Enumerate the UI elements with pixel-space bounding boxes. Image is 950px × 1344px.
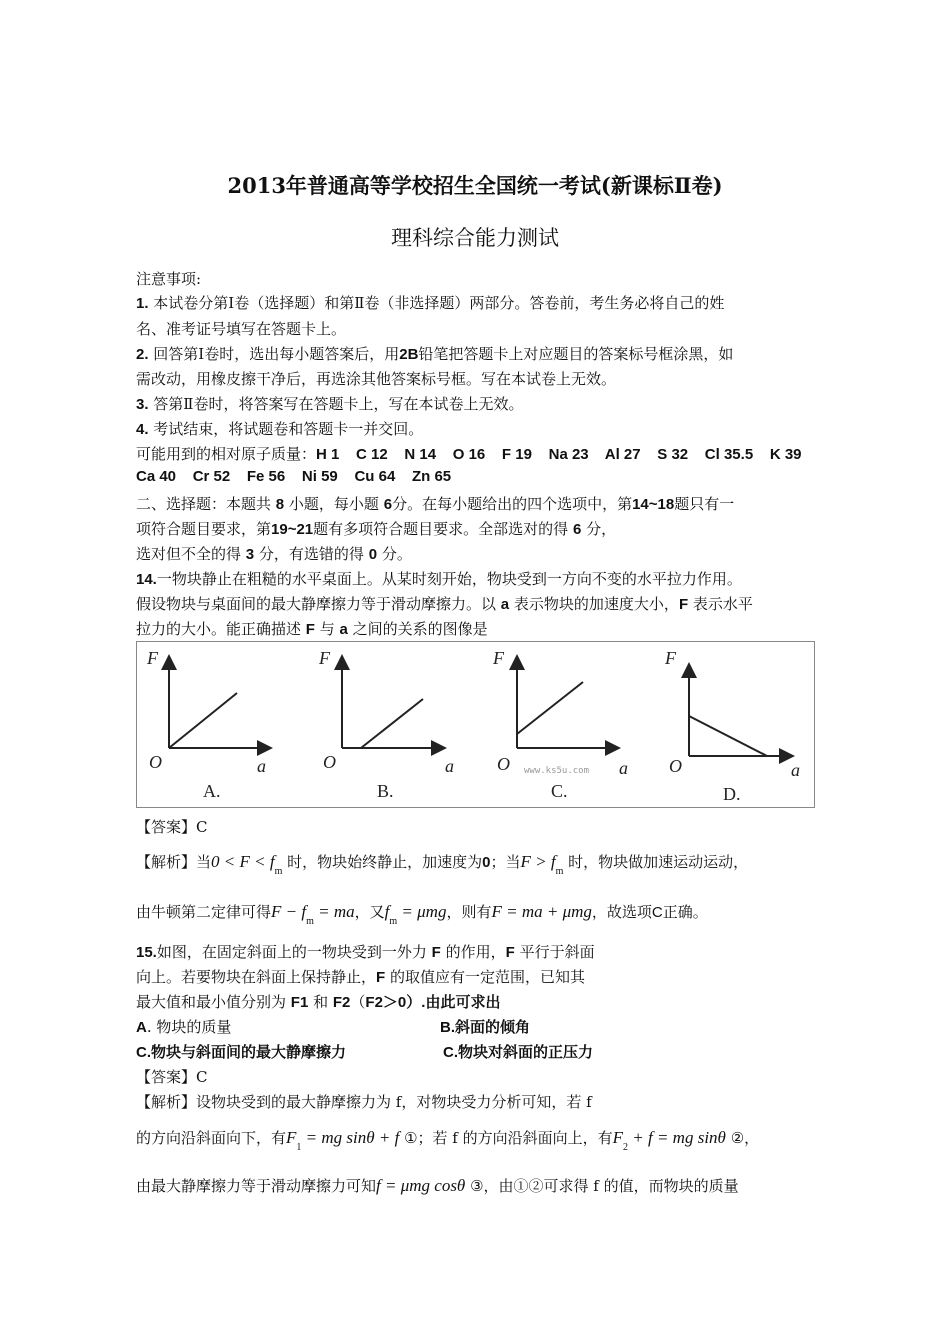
- origin-label: O: [669, 756, 682, 776]
- var: F2＞0: [365, 994, 407, 1011]
- graph-options-svg: [137, 642, 814, 807]
- x-axis-label: a: [257, 756, 266, 776]
- option-c: C.物块与斜面间的最大静摩擦力: [136, 1044, 347, 1061]
- number: 8: [275, 496, 285, 513]
- var: F: [376, 969, 386, 986]
- text: ③，由①②可求得 f 的值，而物块的质量: [470, 1177, 739, 1195]
- option-a: [136, 1016, 231, 1037]
- text: ；当: [490, 853, 521, 871]
- subscript: 1: [296, 1142, 302, 1153]
- var: F: [431, 944, 441, 961]
- var: F: [678, 596, 689, 613]
- text: ，故选项: [591, 903, 652, 921]
- question-15: [136, 941, 595, 962]
- text: 之间的关系的图像是: [352, 620, 488, 638]
- section-intro: [136, 493, 734, 514]
- text: 的方向沿斜面向下，有: [136, 1129, 287, 1147]
- formula: f: [384, 902, 390, 921]
- formula: F − f: [271, 902, 307, 921]
- q14-answer: 【答案】C: [136, 818, 208, 836]
- formula: F: [612, 1128, 624, 1147]
- text: 题只有一: [674, 495, 735, 513]
- q15-analysis: 【解析】设物块受到的最大静摩擦力为 f，对物块受力分析可知，若 f: [136, 1093, 592, 1111]
- text: 由最大静摩擦力等于滑动摩擦力可知: [136, 1177, 377, 1195]
- notice-item-2-cont: 需改动，用橡皮擦干净后，再选涂其他答案标号框。写在本试卷上无效。: [136, 370, 617, 388]
- question-number: 15.: [136, 944, 157, 961]
- q14-analysis: [136, 851, 748, 877]
- notice-num: 2.: [136, 346, 149, 363]
- formula: = ma: [313, 902, 355, 921]
- notice-text: 铅笔把答题卡上对应题目的答案标号框涂黑，如: [418, 345, 734, 363]
- option-label: B.: [377, 781, 394, 801]
- text: 的取值应有一定范围，已知其: [389, 968, 585, 986]
- notice-heading: 注意事项:: [136, 270, 202, 288]
- text: 一物块静止在粗糙的水平桌面上。从某时刻开始，物块受到一方向不变的水平拉力作用。: [156, 570, 742, 588]
- number: 14~18: [632, 496, 675, 513]
- option-d: C.物块对斜面的正压力: [443, 1044, 594, 1061]
- var: F: [305, 621, 315, 638]
- text: 选对但不全的得: [136, 545, 242, 563]
- var: a: [500, 596, 510, 613]
- notice-num: 3.: [136, 396, 149, 413]
- text: （: [350, 993, 366, 1011]
- number: 0: [368, 546, 378, 563]
- subscript: m: [555, 866, 564, 877]
- notice-text: 回答第Ⅰ卷时，选出每小题答案后，用: [153, 345, 400, 363]
- text: ②，: [730, 1129, 760, 1147]
- option-label: D.: [723, 784, 741, 804]
- var: F: [505, 944, 515, 961]
- formula: f = μmg cosθ: [376, 1176, 466, 1195]
- number: 19~21: [271, 521, 314, 538]
- formula: 0 < F < f: [211, 852, 275, 871]
- y-axis-label: F: [665, 648, 676, 668]
- notice-num: 4.: [136, 421, 149, 438]
- text: 如图，在固定斜面上的一物块受到一外力: [156, 943, 427, 961]
- var: F1: [290, 994, 309, 1011]
- q15-answer: 【答案】C: [136, 1068, 208, 1086]
- text: 正确。: [662, 903, 708, 921]
- text: 假设物块与桌面间的最大静摩擦力等于滑动摩擦力。以: [136, 595, 497, 613]
- option-letter: A: [136, 1019, 147, 1036]
- text: 与: [319, 620, 335, 638]
- option-letter: C: [651, 904, 663, 921]
- atomic-mass-values: H 1 C 12 N 14 O 16 F 19 Na 23 Al 27 S 32 Cl 35.5 K 39: [316, 446, 802, 463]
- atomic-mass-line: [136, 443, 802, 464]
- text: ）.由此可求出: [406, 994, 501, 1011]
- text: 分。: [381, 545, 412, 563]
- number: 6: [572, 521, 582, 538]
- q15-analysis-cont: [136, 1127, 759, 1153]
- text: 时，物块始终静止，加速度为: [287, 853, 483, 871]
- text: 由牛顿第二定律可得: [136, 903, 272, 921]
- notice-text: 本试卷分第Ⅰ卷（选择题）和第Ⅱ卷（非选择题）两部分。答卷前，考生务必将自己的姓: [153, 294, 725, 312]
- subscript: 2: [623, 1142, 629, 1153]
- text: 二、选择题：本题共: [136, 495, 272, 513]
- option-label: A.: [203, 781, 221, 801]
- subscript: m: [306, 916, 314, 927]
- origin-label: O: [497, 754, 510, 774]
- text: 分，: [586, 520, 617, 538]
- number: 6: [383, 496, 393, 513]
- formula: = μmg: [397, 902, 447, 921]
- text: 小题，每小题: [288, 495, 379, 513]
- exam-title: 2013年普通高等学校招生全国统一考试(新课标Ⅱ卷): [227, 173, 723, 198]
- origin-label: O: [149, 752, 162, 772]
- x-axis-label: a: [619, 758, 628, 778]
- text: 题有多项符合题目要求。全部选对的得: [313, 520, 569, 538]
- y-axis-label: F: [319, 648, 330, 668]
- graph-d: [664, 648, 800, 804]
- text: 分。在每小题给出的四个选项中，第: [392, 495, 633, 513]
- pencil-grade: 2B: [399, 346, 419, 363]
- origin-label: O: [323, 752, 336, 772]
- section-intro-cont: [136, 543, 412, 564]
- text: 的作用，: [445, 943, 506, 961]
- text: 平行于斜面: [519, 943, 595, 961]
- number: 0: [482, 854, 491, 871]
- notice-num: 1.: [136, 295, 149, 312]
- y-axis-label: F: [493, 648, 504, 668]
- q15-analysis-cont: [136, 1175, 739, 1196]
- formula: F: [286, 1128, 297, 1147]
- subscript: m: [389, 916, 398, 927]
- question-14-cont: [136, 618, 488, 639]
- text: 最大值和最小值分别为: [136, 993, 287, 1011]
- y-axis-label: F: [147, 648, 158, 668]
- notice-item-4: [136, 418, 423, 439]
- graph-a: [146, 648, 266, 801]
- formula: = mg sinθ + f: [301, 1128, 400, 1147]
- notice-item-1: [136, 292, 724, 313]
- notice-item-2: [136, 343, 733, 364]
- graph-b: [318, 648, 454, 801]
- text: ①；若 f 的方向沿斜面向上，有: [404, 1129, 613, 1147]
- question-15-cont: [136, 966, 585, 987]
- formula: + f = mg sinθ: [628, 1128, 726, 1147]
- section-intro-cont: [136, 518, 616, 539]
- question-number: 14.: [136, 571, 157, 588]
- question-14: [136, 568, 742, 589]
- option-label: C.: [551, 781, 568, 801]
- question-15-cont: [136, 991, 500, 1012]
- x-axis-label: a: [791, 760, 800, 780]
- atomic-mass-values-cont: Ca 40 Cr 52 Fe 56 Ni 59 Cu 64 Zn 65: [136, 468, 452, 485]
- text: . 物块的质量: [146, 1018, 232, 1036]
- notice-item-1-cont: 名、准考证号填写在答题卡上。: [136, 320, 347, 338]
- number: 3: [245, 546, 255, 563]
- graph-options-figure: [136, 641, 815, 808]
- text: 拉力的大小。能正确描述: [136, 620, 302, 638]
- notice-text: 考试结束，将试题卷和答题卡一并交回。: [153, 420, 424, 438]
- watermark: www.ks5u.com: [524, 766, 590, 776]
- question-14-cont: [136, 593, 753, 614]
- notice-text: 答第Ⅱ卷时，将答案写在答题卡上，写在本试卷上无效。: [153, 395, 524, 413]
- option-b: B.斜面的倾角: [440, 1019, 531, 1036]
- text: 向上。若要物块在斜面上保持静止，: [136, 968, 377, 986]
- atomic-mass-label: 可能用到的相对原子质量：: [136, 445, 317, 463]
- var: F2: [332, 994, 351, 1011]
- text: 分，有选错的得: [258, 545, 364, 563]
- notice-item-3: [136, 393, 524, 414]
- text: 项符合题目要求，第: [136, 520, 272, 538]
- formula: F = ma + μmg: [491, 902, 592, 921]
- text: 表示水平: [692, 595, 753, 613]
- text: 和: [313, 993, 329, 1011]
- q14-analysis-cont: [136, 901, 708, 927]
- var: a: [339, 621, 348, 638]
- text: 时，物块做加速运动运动，: [568, 853, 749, 871]
- x-axis-label: a: [445, 756, 454, 776]
- formula: F > f: [520, 852, 556, 871]
- subscript: m: [274, 866, 283, 877]
- graph-c: [492, 648, 628, 801]
- text: ，则有: [446, 903, 492, 921]
- text: ，又: [354, 903, 385, 921]
- text: 【解析】当: [136, 853, 212, 871]
- text: 表示物块的加速度大小，: [513, 595, 679, 613]
- exam-subtitle: 理科综合能力测试: [391, 226, 559, 250]
